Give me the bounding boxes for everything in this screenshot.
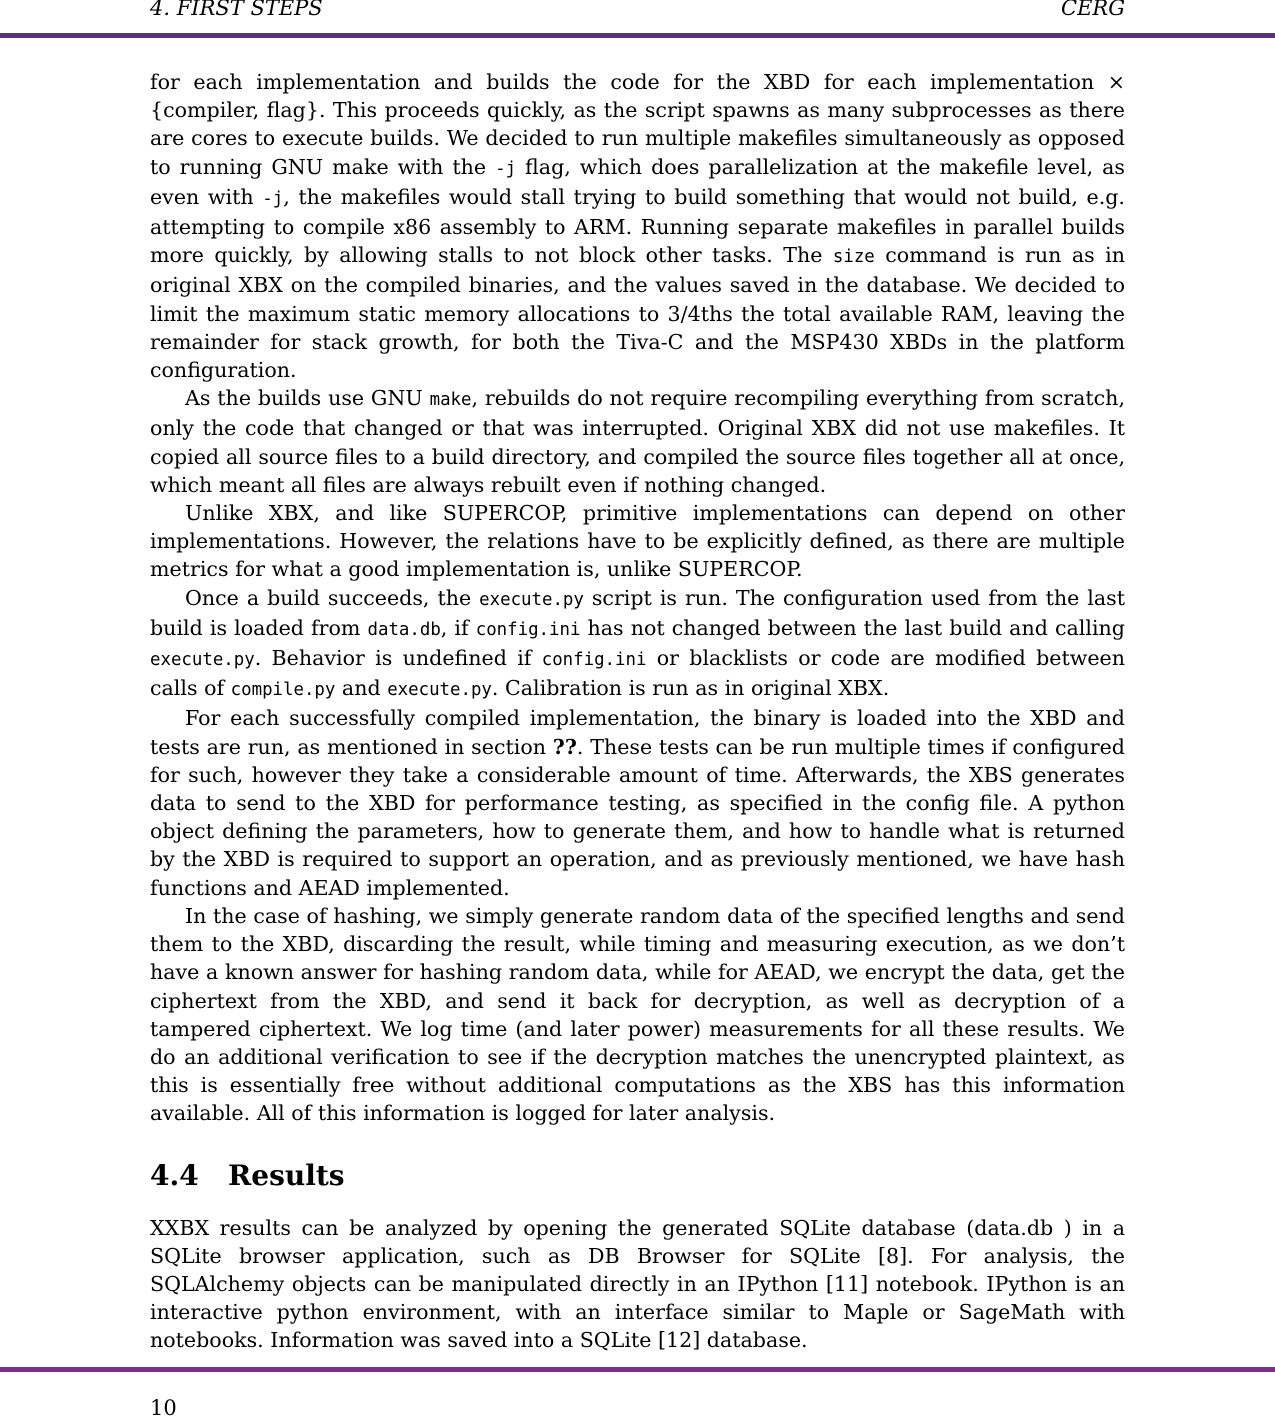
footer-rule — [0, 1367, 1275, 1372]
text-run: . Behavior is undefined if — [254, 646, 542, 671]
chapter-header: 4. FIRST STEPS — [150, 0, 323, 20]
text-run: Unlike XBX, and like SUPERCOP, primitive implementations can depend on other implementations. However, the relations have to be explicitly defined, as there are multiple metrics for what a good implementation is, unlike SUPERCOP. — [150, 501, 1125, 582]
section-heading — [150, 1156, 1125, 1196]
inline-code: config.ini — [475, 619, 581, 640]
text-run: command is run as in original XBX on the compiled binaries, and the values saved in the database. We decided to limit the maximum static memory allocations to 3/4ths the total available RAM, leaving the remainder for stack growth, for both the Tiva-C and the MSP430 XBDs in the platform configuration. — [150, 243, 1125, 383]
inline-code: make — [429, 390, 472, 411]
section-number: 4.4 — [150, 1158, 199, 1192]
text-run: flag, which does parallelization at the makefile level, as even with — [150, 154, 1125, 209]
inline-code: config.ini — [541, 650, 647, 671]
body-paragraph — [150, 68, 1125, 384]
text-run: has not changed between the last build and calling — [580, 615, 1125, 640]
page-number: 10 — [150, 1396, 177, 1420]
text-run: Once a build succeeds, the — [185, 585, 480, 610]
inline-code: -j — [262, 188, 284, 209]
text-run: , the makefiles would stall trying to build something that would not build, e.g. attempting to compile x86 assembly to ARM. Running separate makefiles in parallel builds more quickly, by allowing stalls to not block other tasks. The — [150, 184, 1125, 268]
text-run: for each implementation and builds the code for the XBD for each implementation × {compiler, flag}. This proceeds quickly, as the script spawns as many subprocesses as there are cores to execute builds. We decided to run multiple makefiles simultaneously as opposed to running GNU make with the — [150, 70, 1125, 179]
inline-code: compile.py — [230, 680, 336, 701]
text-run: As the builds use GNU — [185, 386, 430, 411]
body-paragraph — [150, 902, 1125, 1128]
inline-code: execute.py — [479, 589, 584, 610]
text-run: script is run. The configuration used from the last build is loaded from — [150, 585, 1125, 640]
inline-code: execute.py — [387, 680, 492, 701]
inline-code: -j — [495, 158, 517, 179]
running-header — [150, 0, 1125, 24]
body-paragraph — [150, 704, 1125, 901]
inline-code: size — [832, 247, 875, 268]
text-run: , rebuilds do not require recompiling everything from scratch, only the code that changed or that was interrupted. Original XBX did not use makefiles. It copied all source files to a build directory, and compiled the source files together all at once, which meant all files are always rebuilt even if nothing changed. — [150, 386, 1125, 497]
text-run: For each successfully compiled implementation, the binary is loaded into the XBD and tests are run, as mentioned in section — [150, 706, 1125, 759]
body-paragraphs — [150, 68, 1125, 1128]
text-run: and — [335, 676, 388, 701]
text-run: or blacklists or code are modified between calls of — [150, 646, 1125, 701]
section-reference: ?? — [552, 734, 577, 759]
group-header: CERG — [1061, 0, 1125, 20]
text-run: . Calibration is run as in original XBX. — [491, 676, 890, 701]
header-rule — [0, 33, 1275, 38]
results-paragraph: XXBX results can be analyzed by opening the generated SQLite database (data.db ) in a SQLite browser application, such as DB Browser for SQLite [8]. For analysis, the SQLAlchemy objects can be manipulated directly in an IPython [11] notebook. IPython is an interactive python environment, with an interface similar to Maple or SageMath with notebooks. Information was saved into a SQLite [12] database. — [150, 1215, 1125, 1353]
inline-code: execute.py — [150, 650, 255, 671]
text-run: , if — [440, 615, 476, 640]
page-body — [150, 68, 1125, 1355]
body-paragraph — [150, 584, 1125, 705]
text-run: In the case of hashing, we simply generate random data of the specified lengths and send them to the XBD, discarding the result, while timing and measuring execution, as we don’t have a known answer for hashing random data, while for AEAD, we encrypt the data, get the ciphertext from the XBD, and send it back for decryption, as well as decryption of a tampered ciphertext. We log time (and later power) measurements for all these results. We do an additional verification to see if the decryption matches the unencrypted plaintext, as this is essentially free without additional computations as the XBS has this information available. All of this information is logged for later analysis. — [150, 903, 1125, 1126]
body-paragraph — [150, 499, 1125, 584]
section-title: Results — [228, 1158, 345, 1192]
inline-code: data.db — [367, 619, 441, 640]
text-run: . These tests can be run multiple times if configured for such, however they take a considerable amount of time. Afterwards, the XBS generates data to send to the XBD for performance testing, as specified in the config file. A python object defining the parameters, how to generate them, and how to handle what is returned by the XBD is required to support an operation, and as previously mentioned, we have hash functions and AEAD implemented. — [150, 734, 1125, 900]
body-paragraph — [150, 384, 1125, 499]
